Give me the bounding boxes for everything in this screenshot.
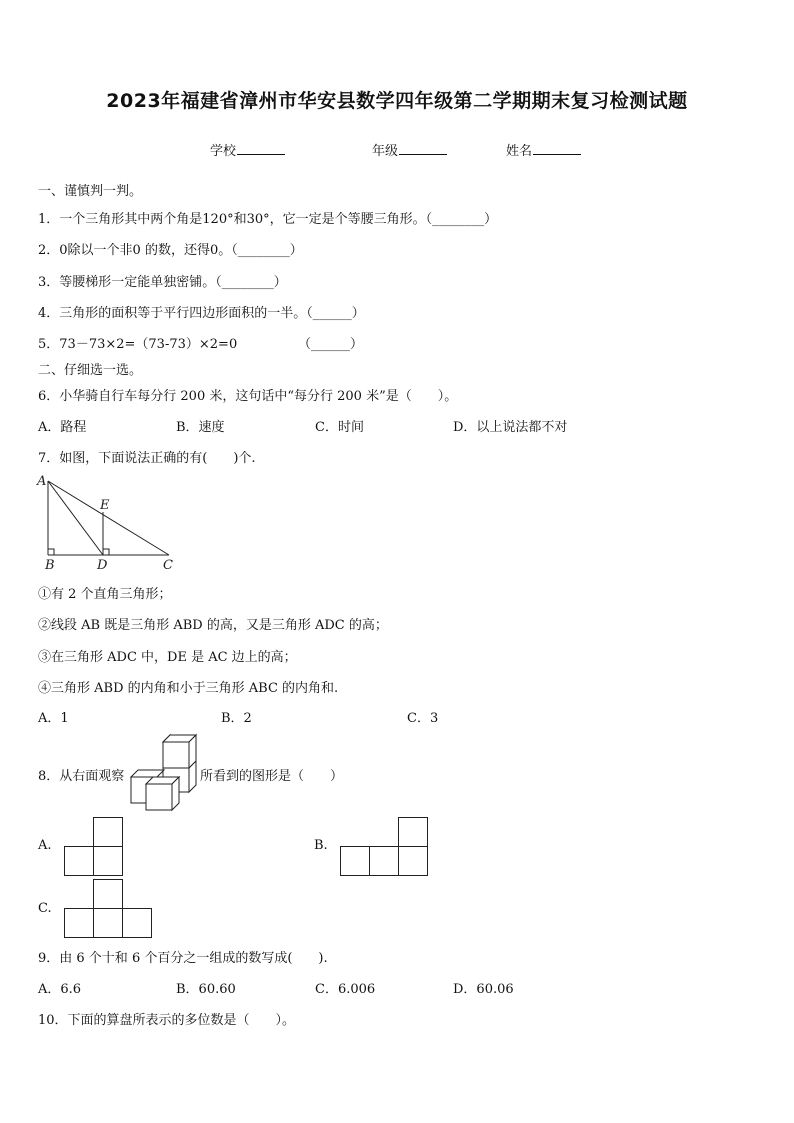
q9-option-b: B．60.60: [176, 982, 236, 997]
q7-option-b: B．2: [221, 711, 252, 726]
q8-option-b-label: B.: [314, 838, 328, 853]
question-6: 6．小华骑自行车每分行 200 米，这句话中“每分行 200 米”是（ ）。: [38, 389, 458, 404]
question-3: 3．等腰梯形一定能单独密铺。（________）: [38, 275, 287, 290]
q8-option-c-label: C.: [38, 901, 52, 916]
q7-statement-2: ②线段 AB 既是三角形 ABD 的高，又是三角形 ADC 的高；: [38, 618, 388, 633]
q9-option-c: C．6.006: [315, 982, 376, 997]
q7-triangle-figure: [36, 472, 186, 572]
q9-option-a: A．6.6: [38, 982, 82, 997]
question-1: 1．一个三角形其中两个角是120°和30°，它一定是个等腰三角形。（________）: [38, 212, 498, 227]
page-title: 2023年福建省漳州市华安县数学四年级第二学期期末复习检测试题: [106, 90, 688, 112]
point-b-label: B: [45, 558, 55, 573]
q6-option-d: D．以上说法都不对: [453, 420, 568, 435]
point-d-label: D: [97, 558, 108, 573]
question-9: 9．由 6 个十和 6 个百分之一组成的数写成( ).: [38, 951, 328, 966]
q9-option-d: D．60.06: [453, 982, 514, 997]
question-8-stem-end: 所看到的图形是（ ）: [200, 769, 344, 784]
question-4: 4．三角形的面积等于平行四边形面积的一半。（______）: [38, 306, 365, 321]
point-a-label: A: [37, 474, 47, 489]
question-2: 2．0除以一个非0 的数，还得0。（________）: [38, 243, 303, 258]
q7-option-a: A．1: [38, 711, 69, 726]
section2-heading: 二、仔细选一选。: [38, 363, 143, 378]
q8-cube-stack-figure: [130, 734, 198, 812]
question-5: 5．73－73×2=（73-73）×2=0: [38, 337, 238, 352]
school-blank: [237, 142, 285, 155]
q6-option-a: A．路程: [38, 420, 87, 435]
name-field: [506, 140, 581, 159]
point-c-label: C: [163, 558, 173, 573]
q8-option-a-label: A.: [38, 838, 52, 853]
name-label: 姓名: [506, 144, 533, 159]
question-10: 10．下面的算盘所表示的多位数是（ ）。: [38, 1013, 296, 1028]
section1-heading: 一、谨慎判一判。: [38, 184, 143, 199]
q7-statement-3: ③在三角形 ADC 中，DE 是 AC 边上的高；: [38, 650, 297, 665]
grade-blank: [399, 142, 447, 155]
school-field: [210, 140, 285, 159]
question-8-stem-start: 8．从右面观察: [38, 769, 125, 784]
point-e-label: E: [100, 498, 110, 513]
name-blank: [533, 142, 581, 155]
q8-option-c-figure: [64, 879, 154, 939]
q7-option-c: C．3: [407, 711, 439, 726]
question-5-blank: （______）: [298, 337, 364, 352]
q6-option-b: B．速度: [176, 420, 225, 435]
q7-statement-4: ④三角形 ABD 的内角和小于三角形 ABC 的内角和.: [38, 681, 339, 696]
q8-option-a-figure: [64, 817, 124, 877]
q8-option-b-figure: [340, 817, 430, 877]
school-label: 学校: [210, 144, 237, 159]
q7-statement-1: ①有 2 个直角三角形；: [38, 587, 172, 602]
question-7: 7．如图，下面说法正确的有( )个.: [38, 451, 256, 466]
grade-label: 年级: [372, 144, 399, 159]
grade-field: [372, 140, 447, 159]
q6-option-c: C．时间: [315, 420, 364, 435]
